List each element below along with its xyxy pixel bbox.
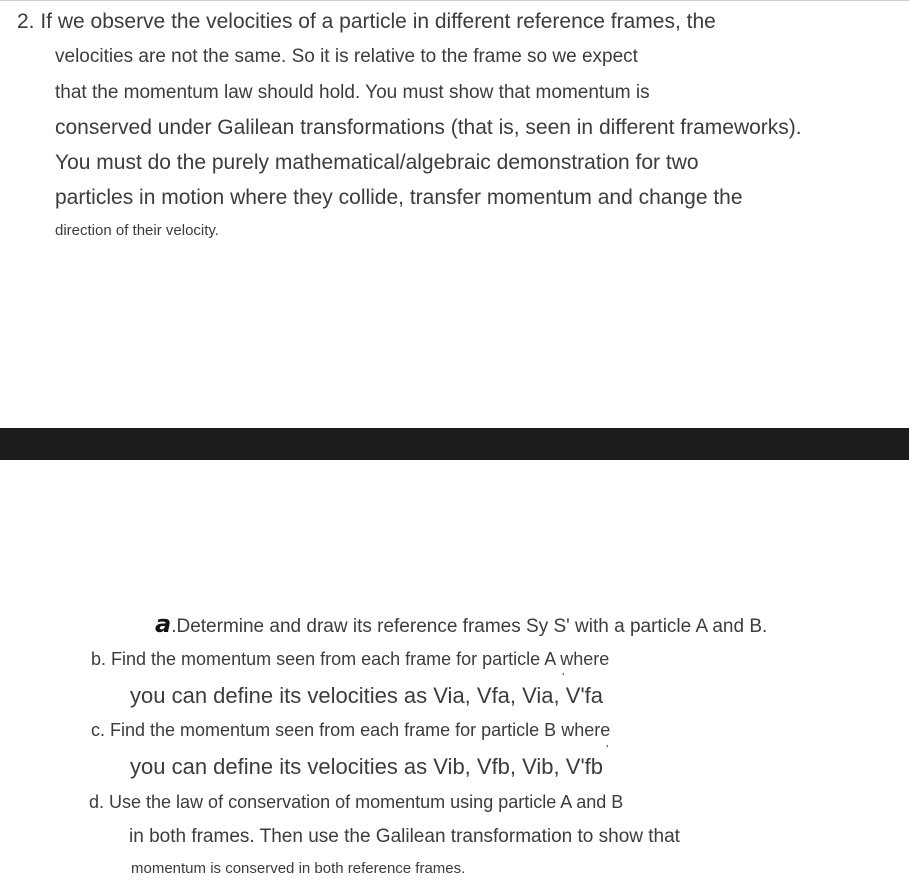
part-b-line-1: b. Find the momentum seen from each frame for particle A where [91, 649, 610, 669]
problem-line-1: 2. If we observe the velocities of a particle in different reference frames, the [17, 10, 716, 33]
part-d-line-2: in both frames. Then use the Galilean transformation to show that [129, 826, 680, 847]
problem-line-7: direction of their velocity. [55, 222, 219, 239]
part-a [155, 610, 767, 638]
part-b-line-2: you can define its velocities as Via, Vfa, Via, V'fa [130, 683, 603, 708]
problem-line-5: You must do the purely mathematical/algebraic demonstration for two [55, 151, 699, 174]
part-d-line-3: momentum is conserved in both reference frames. [131, 860, 466, 877]
part-c-prime-mark: ʼ [606, 744, 609, 756]
part-c-line-2: you can define its velocities as Vib, Vfb, Vib, V'fb [130, 754, 603, 779]
problem-line-3: that the momentum law should hold. You must show that momentum is [55, 82, 650, 103]
part-c-line-1: c. Find the momentum seen from each frame for particle B where [91, 720, 611, 740]
problem-line-4: conserved under Galilean transformations (that is, seen in different frameworks). [55, 116, 802, 139]
part-a-handwritten-marker: a [155, 610, 172, 638]
part-b-prime-mark: ʼ [562, 672, 565, 684]
problem-line-6: particles in motion where they collide, transfer momentum and change the [55, 186, 743, 209]
black-redaction-bar [0, 428, 909, 460]
problem-line-2: velocities are not the same. So it is relative to the frame so we expect [55, 46, 638, 67]
part-d-line-1: d. Use the law of conservation of momentum using particle A and B [89, 792, 624, 812]
top-rule [0, 0, 909, 1]
part-a-text: .Determine and draw its reference frames Sy S' with a particle A and B. [171, 616, 768, 637]
